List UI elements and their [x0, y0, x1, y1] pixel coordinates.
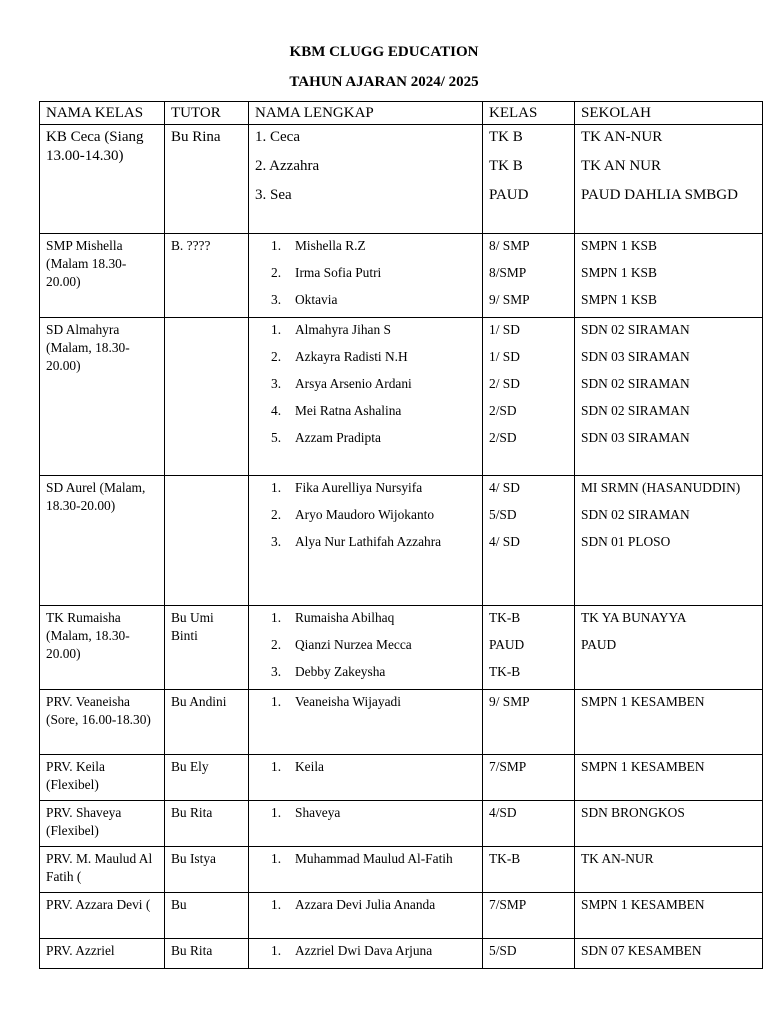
sekolah-list [581, 693, 756, 711]
cell-nama-kelas: PRV. Azzriel [40, 939, 165, 969]
list-number: 3. [271, 534, 282, 549]
cell-nama-lengkap [249, 755, 483, 801]
student-name: Azkayra Radisti N.H [295, 349, 408, 364]
list-item [255, 636, 476, 654]
kelas-list [489, 237, 568, 309]
kelas-value: PAUD [489, 187, 529, 203]
list-item [255, 348, 476, 366]
kelas-value: TK-B [489, 664, 521, 679]
sekolah-value: SDN 01 PLOSO [581, 534, 671, 549]
kelas-list [489, 942, 568, 960]
cell-nama-lengkap [249, 690, 483, 755]
cell-sekolah [575, 318, 763, 476]
student-name: Aryo Maudoro Wijokanto [295, 507, 435, 522]
table-header-row [40, 102, 763, 125]
list-number: 1. [271, 897, 282, 912]
cell-sekolah [575, 893, 763, 939]
cell-nama-kelas: SD Almahyra (Malam, 18.30-20.00) [40, 318, 165, 476]
list-item [255, 479, 476, 497]
cell-nama-kelas: KB Ceca (Siang 13.00-14.30) [40, 125, 165, 234]
student-name: Azzam Pradipta [295, 430, 381, 445]
cell-kelas [483, 606, 575, 690]
name-list [255, 942, 476, 960]
cell-nama-kelas: PRV. Veaneisha (Sore, 16.00-18.30) [40, 690, 165, 755]
kelas-value: 9/ SMP [489, 694, 530, 709]
list-item [255, 693, 476, 711]
cell-nama-kelas: PRV. M. Maulud Al Fatih ( [40, 847, 165, 893]
kelas-value: 8/ SMP [489, 238, 530, 253]
sekolah-list [581, 850, 756, 868]
cell-sekolah [575, 939, 763, 969]
list-number: 1. [271, 759, 282, 774]
cell-tutor: Bu Ely [165, 755, 249, 801]
kelas-value: 7/SMP [489, 759, 527, 774]
kelas-list [489, 850, 568, 868]
header-nama-lengkap: NAMA LENGKAP [249, 102, 483, 125]
header-tutor: TUTOR [165, 102, 249, 125]
cell-kelas [483, 939, 575, 969]
name-list [255, 804, 476, 822]
cell-sekolah [575, 476, 763, 606]
cell-sekolah [575, 755, 763, 801]
student-name: Rumaisha Abilhaq [295, 610, 395, 625]
list-number: 1. [271, 694, 282, 709]
cell-kelas [483, 893, 575, 939]
cell-nama-lengkap [249, 234, 483, 318]
cell-nama-lengkap [249, 847, 483, 893]
kelas-value: TK B [489, 158, 523, 174]
table-row [40, 755, 763, 801]
table-row [40, 847, 763, 893]
cell-sekolah [575, 690, 763, 755]
cell-tutor [165, 476, 249, 606]
sekolah-value: SMPN 1 KESAMBEN [581, 694, 705, 709]
sekolah-value: SDN 02 SIRAMAN [581, 376, 690, 391]
list-number: 2. [271, 349, 282, 364]
list-item [255, 942, 476, 960]
cell-sekolah [575, 234, 763, 318]
student-name: Debby Zakeysha [295, 664, 386, 679]
name-list [255, 693, 476, 711]
table-row [40, 476, 763, 606]
cell-kelas [483, 847, 575, 893]
kelas-value: 4/ SD [489, 480, 520, 495]
list-number: 1. [271, 943, 282, 958]
list-item [255, 609, 476, 627]
sekolah-value: TK AN-NUR [581, 851, 654, 866]
list-number: 5. [271, 430, 282, 445]
cell-nama-lengkap [249, 125, 483, 234]
table-row [40, 318, 763, 476]
list-number: 1. [271, 851, 282, 866]
sekolah-value: TK YA BUNAYYA [581, 610, 687, 625]
cell-tutor: Bu Rita [165, 939, 249, 969]
list-item [255, 237, 476, 255]
sekolah-list [581, 758, 756, 776]
cell-sekolah [575, 847, 763, 893]
kelas-value: TK-B [489, 851, 521, 866]
student-name: Keila [295, 759, 324, 774]
cell-tutor: Bu Istya [165, 847, 249, 893]
list-item [255, 896, 476, 914]
student-name: Fika Aurelliya Nursyifa [295, 480, 423, 495]
cell-sekolah [575, 606, 763, 690]
cell-kelas [483, 755, 575, 801]
sekolah-value: SMPN 1 KESAMBEN [581, 759, 705, 774]
list-number: 2. [271, 637, 282, 652]
student-name: Irma Sofia Putri [295, 265, 382, 280]
sekolah-list [581, 804, 756, 822]
cell-kelas [483, 801, 575, 847]
kelas-value: 2/SD [489, 403, 517, 418]
cell-kelas [483, 476, 575, 606]
cell-nama-lengkap [249, 318, 483, 476]
list-item [255, 429, 476, 447]
list-number: 2. [271, 265, 282, 280]
name-list [255, 758, 476, 776]
cell-nama-lengkap [249, 606, 483, 690]
list-number: 3. [271, 376, 282, 391]
kelas-value: TK B [489, 129, 523, 145]
table-row [40, 690, 763, 755]
student-name: Muhammad Maulud Al-Fatih [295, 851, 453, 866]
name-list [255, 321, 476, 447]
list-number: 1. [271, 480, 282, 495]
kelas-value: 8/SMP [489, 265, 527, 280]
sekolah-value: SDN 02 SIRAMAN [581, 403, 690, 418]
cell-nama-lengkap [249, 939, 483, 969]
cell-kelas [483, 234, 575, 318]
sekolah-list [581, 321, 756, 447]
sekolah-value: SMPN 1 KSB [581, 292, 657, 307]
sekolah-value: PAUD DAHLIA SMBGD [581, 187, 738, 203]
student-name: Shaveya [295, 805, 341, 820]
kelas-value: 1/ SD [489, 322, 520, 337]
kelas-list [489, 321, 568, 447]
header-sekolah: SEKOLAH [575, 102, 763, 125]
kelas-list [489, 609, 568, 681]
student-name: Oktavia [295, 292, 338, 307]
cell-nama-lengkap [249, 801, 483, 847]
list-item [255, 291, 476, 309]
kelas-value: TK-B [489, 610, 521, 625]
student-name: Mei Ratna Ashalina [295, 403, 402, 418]
cell-tutor: Bu Rita [165, 801, 249, 847]
list-number: 3. [271, 292, 282, 307]
name-list [255, 896, 476, 914]
cell-tutor: Bu Umi Binti [165, 606, 249, 690]
sekolah-value: PAUD [581, 637, 617, 652]
cell-nama-lengkap [249, 476, 483, 606]
student-name: Arsya Arsenio Ardani [295, 376, 412, 391]
list-number: 1. [271, 238, 282, 253]
class-schedule-table [39, 101, 763, 969]
sekolah-value: TK AN NUR [581, 158, 662, 174]
student-name: Veaneisha Wijayadi [295, 694, 401, 709]
student-name: 3. Sea [255, 187, 292, 203]
cell-kelas [483, 318, 575, 476]
kelas-list [489, 693, 568, 711]
list-item [255, 663, 476, 681]
kelas-value: 5/SD [489, 507, 517, 522]
sekolah-value: SMPN 1 KSB [581, 238, 657, 253]
cell-nama-lengkap [249, 893, 483, 939]
name-list [255, 609, 476, 681]
list-item [255, 402, 476, 420]
sekolah-value: MI SRMN (HASANUDDIN) [581, 480, 741, 495]
sekolah-list [581, 128, 756, 205]
table-row [40, 606, 763, 690]
cell-nama-kelas: SMP Mishella (Malam 18.30-20.00) [40, 234, 165, 318]
student-name: 2. Azzahra [255, 158, 320, 174]
sekolah-value: SDN BRONGKOS [581, 805, 685, 820]
sekolah-value: SMPN 1 KSB [581, 265, 657, 280]
name-list [255, 479, 476, 551]
sekolah-list [581, 479, 756, 551]
kelas-value: 4/ SD [489, 534, 520, 549]
student-name: Alya Nur Lathifah Azzahra [295, 534, 442, 549]
kelas-list [489, 758, 568, 776]
sekolah-value: SMPN 1 KESAMBEN [581, 897, 705, 912]
list-item [255, 804, 476, 822]
list-item [255, 758, 476, 776]
name-list [255, 128, 476, 205]
table-row [40, 234, 763, 318]
list-item [255, 533, 476, 551]
list-number: 4. [271, 403, 282, 418]
kelas-list [489, 896, 568, 914]
kelas-value: 2/SD [489, 430, 517, 445]
header-kelas: KELAS [483, 102, 575, 125]
list-item [255, 850, 476, 868]
header-nama-kelas: NAMA KELAS [40, 102, 165, 125]
list-number: 1. [271, 805, 282, 820]
cell-tutor: Bu Andini [165, 690, 249, 755]
sekolah-value: SDN 02 SIRAMAN [581, 322, 690, 337]
list-item [255, 506, 476, 524]
name-list [255, 850, 476, 868]
cell-tutor [165, 318, 249, 476]
cell-nama-kelas: SD Aurel (Malam, 18.30-20.00) [40, 476, 165, 606]
student-name: Azzara Devi Julia Ananda [295, 897, 436, 912]
list-number: 1. [271, 610, 282, 625]
cell-nama-kelas: TK Rumaisha (Malam, 18.30-20.00) [40, 606, 165, 690]
student-name: 1. Ceca [255, 129, 300, 145]
list-number: 1. [271, 322, 282, 337]
name-list [255, 237, 476, 309]
kelas-value: 4/SD [489, 805, 517, 820]
student-name: Almahyra Jihan S [295, 322, 391, 337]
list-item [255, 264, 476, 282]
table-body [40, 125, 763, 969]
sekolah-value: SDN 07 KESAMBEN [581, 943, 702, 958]
kelas-value: 7/SMP [489, 897, 527, 912]
table-row [40, 893, 763, 939]
sekolah-list [581, 237, 756, 309]
list-item [255, 375, 476, 393]
kelas-value: 5/SD [489, 943, 517, 958]
kelas-value: PAUD [489, 637, 525, 652]
kelas-list [489, 128, 568, 205]
sekolah-list [581, 942, 756, 960]
sekolah-list [581, 609, 756, 654]
sekolah-list [581, 896, 756, 914]
cell-tutor: Bu Rina [165, 125, 249, 234]
cell-tutor: Bu [165, 893, 249, 939]
list-item [255, 321, 476, 339]
student-name: Mishella R.Z [295, 238, 366, 253]
table-row [40, 801, 763, 847]
cell-nama-kelas: PRV. Shaveya (Flexibel) [40, 801, 165, 847]
kelas-value: 2/ SD [489, 376, 520, 391]
document-title: KBM CLUGG EDUCATION [289, 44, 479, 60]
sekolah-value: SDN 03 SIRAMAN [581, 349, 690, 364]
cell-sekolah [575, 125, 763, 234]
sekolah-value: SDN 03 SIRAMAN [581, 430, 690, 445]
list-number: 3. [271, 664, 282, 679]
cell-kelas [483, 125, 575, 234]
table-row [40, 125, 763, 234]
cell-sekolah [575, 801, 763, 847]
cell-kelas [483, 690, 575, 755]
cell-nama-kelas: PRV. Keila (Flexibel) [40, 755, 165, 801]
kelas-list [489, 804, 568, 822]
kelas-list [489, 479, 568, 551]
cell-tutor: B. ???? [165, 234, 249, 318]
cell-nama-kelas: PRV. Azzara Devi ( [40, 893, 165, 939]
sekolah-value: TK AN-NUR [581, 129, 663, 145]
kelas-value: 9/ SMP [489, 292, 530, 307]
document-subtitle: TAHUN AJARAN 2024/ 2025 [289, 74, 479, 90]
student-name: Azzriel Dwi Dava Arjuna [295, 943, 433, 958]
student-name: Qianzi Nurzea Mecca [295, 637, 412, 652]
list-number: 2. [271, 507, 282, 522]
table-row [40, 939, 763, 969]
kelas-value: 1/ SD [489, 349, 520, 364]
sekolah-value: SDN 02 SIRAMAN [581, 507, 690, 522]
